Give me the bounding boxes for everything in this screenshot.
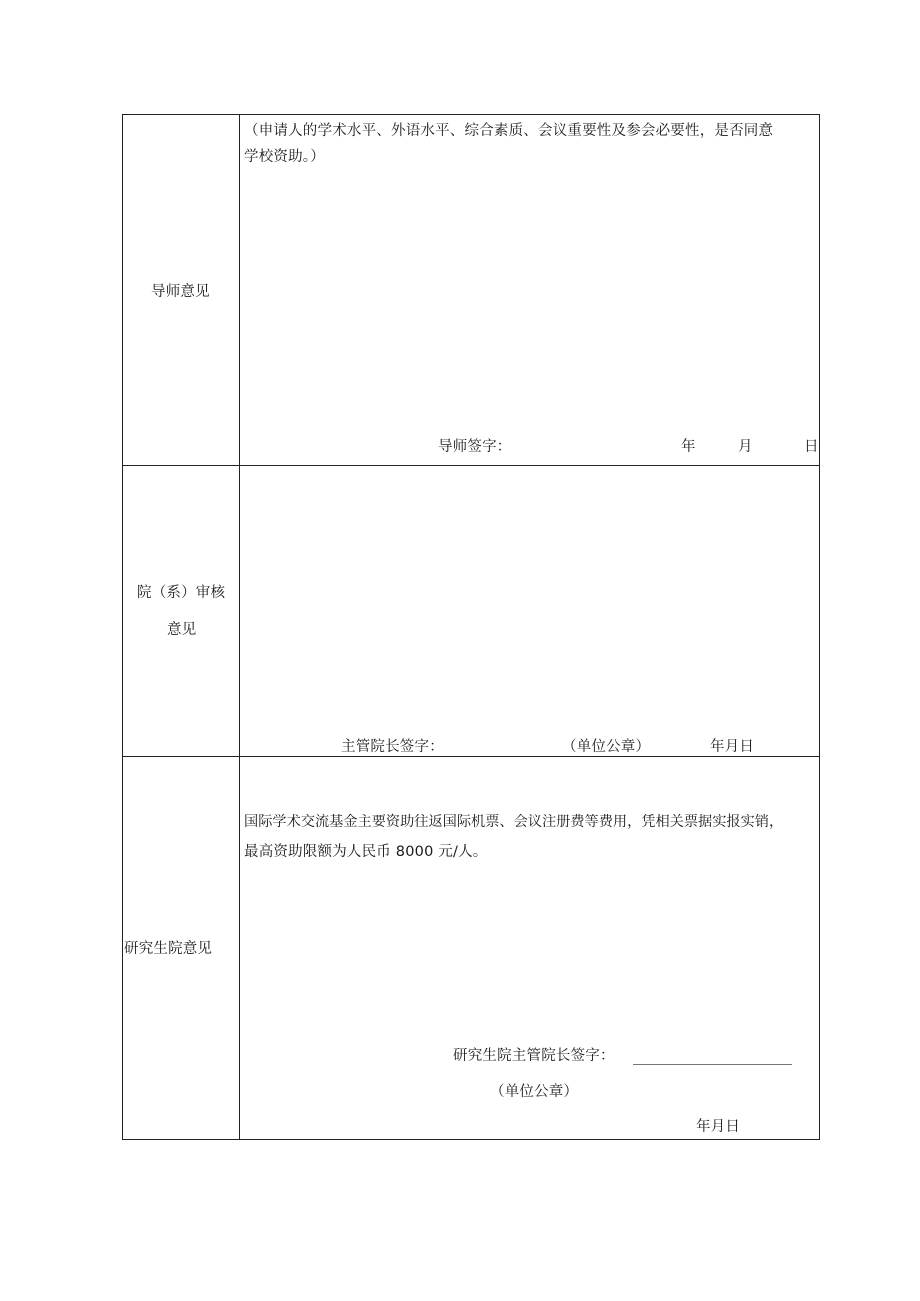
advisor-label-cell bbox=[123, 115, 240, 465]
college-content-cell bbox=[240, 466, 819, 756]
advisor-date-year: 年 bbox=[681, 439, 696, 455]
graduate-school-label: 研究生院意见 bbox=[124, 941, 213, 957]
college-date: 年月日 bbox=[710, 739, 755, 755]
college-label-line1: 院（系）审核 bbox=[137, 585, 226, 601]
graduate-school-seal: （单位公章） bbox=[490, 1084, 579, 1100]
advisor-opinion-row bbox=[123, 115, 819, 466]
advisor-instruction-line1: （申请人的学术水平、外语水平、综合素质、会议重要性及参会必要性，是否同意 bbox=[244, 123, 774, 139]
advisor-signature-label: 导师签字： bbox=[438, 439, 512, 455]
graduate-school-date: 年月日 bbox=[696, 1119, 741, 1135]
advisor-date-day: 日 bbox=[804, 439, 819, 455]
funding-note-line1: 国际学术交流基金主要资助往返国际机票、会议注册费等费用，凭相关票据实报实销， bbox=[244, 814, 784, 830]
college-label-cell bbox=[123, 466, 240, 756]
signature-underline bbox=[633, 1064, 792, 1065]
advisor-date-month: 月 bbox=[738, 439, 753, 455]
approval-form-table bbox=[122, 114, 820, 1140]
college-signature-label: 主管院长签字： bbox=[341, 739, 444, 755]
advisor-instruction-line2: 学校资助。） bbox=[244, 149, 325, 165]
advisor-label: 导师意见 bbox=[151, 284, 210, 300]
graduate-school-signature-label: 研究生院主管院长签字： bbox=[453, 1048, 615, 1064]
advisor-content-cell bbox=[240, 115, 819, 465]
graduate-school-content-cell bbox=[240, 757, 819, 1139]
college-review-row bbox=[123, 466, 819, 757]
graduate-school-label-cell bbox=[123, 757, 240, 1139]
college-label-line2: 意见 bbox=[167, 622, 197, 638]
graduate-school-row bbox=[123, 757, 819, 1139]
college-seal: （单位公章） bbox=[562, 739, 651, 755]
funding-note-line2: 最高资助限额为人民币 8000 元/人。 bbox=[244, 844, 488, 860]
